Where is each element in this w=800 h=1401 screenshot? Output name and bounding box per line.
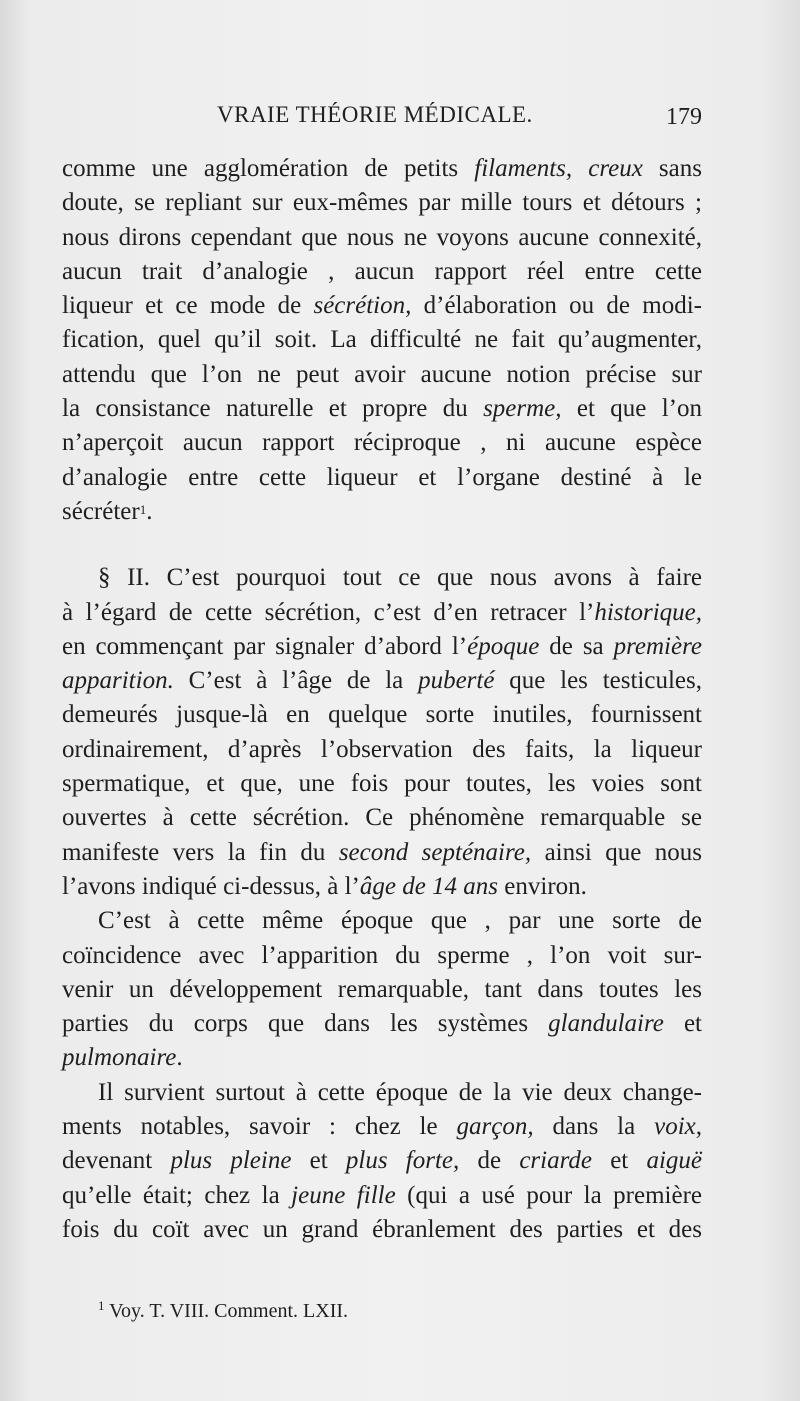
text-span: et [591, 1147, 647, 1175]
italic-span: puberté [418, 667, 495, 695]
text-span: liqueur et ce mode de [62, 292, 314, 320]
paragraph-3 [62, 904, 702, 1075]
text-line: n’aperçoit aucun rapport réciproque , ni aucune espèce [62, 429, 702, 457]
text-line: demeurés jusque-là en quelque sorte inutiles, fournissent [62, 701, 702, 729]
text-line: C’est à cette même époque que , par une sorte de [98, 907, 702, 935]
footnote-marker: 1 [139, 501, 147, 517]
italic-span: apparition. [62, 667, 174, 695]
italic-span: criarde [519, 1147, 592, 1175]
page-header [62, 102, 702, 138]
text-span: d’élaboration ou de modi- [411, 292, 702, 320]
footnote-number: 1 [98, 1298, 105, 1313]
text-line [62, 836, 702, 870]
italic-span: première [613, 632, 702, 660]
text-span: à l’égard de cette sécrétion, c’est d’en retracer l’ [62, 598, 595, 626]
text-line [62, 1179, 702, 1213]
text-span: C’est à l’âge de la [173, 667, 419, 695]
text-line: attendu que l’on ne peut avoir aucune notion précise sur [62, 360, 702, 388]
main-text [62, 152, 702, 1247]
text-span: en commençant par signaler d’abord l’ [62, 632, 468, 660]
text-line [62, 630, 702, 664]
italic-span: historique, [594, 598, 702, 626]
text-span: environ. [498, 872, 587, 900]
text-span: devenant [62, 1147, 171, 1175]
text-line [62, 152, 702, 186]
running-title: VRAIE THÉORIE MÉDICALE. [217, 102, 533, 127]
text-line: Il survient surtout à cette époque de la vie deux change- [98, 1078, 702, 1106]
text-span: manifeste vers la fin du [62, 838, 339, 866]
text-span: l’avons indiqué ci-dessus, à l’ [62, 872, 360, 900]
text-line: spermatique, et que, une fois pour toutes, les voies sont [62, 770, 702, 798]
text-line [62, 870, 702, 904]
italic-span: glandulaire [548, 1010, 664, 1038]
text-line: doute, se repliant sur eux-mêmes par mille tours et détours ; [62, 189, 702, 217]
text-span: et [291, 1147, 346, 1175]
italic-span: sperme, [483, 395, 562, 423]
italic-span: jeune fille [291, 1181, 396, 1209]
page-number: 179 [666, 104, 702, 130]
text-span: la consistance naturelle et propre du [62, 395, 484, 423]
italic-span: second septénaire, [338, 838, 532, 866]
text-span: sécréter [62, 497, 140, 525]
text-span: sans [642, 155, 702, 182]
text-span: et que l’on [561, 395, 702, 423]
text-line: fois du coït avec un grand ébranlement des parties et des [62, 1215, 702, 1243]
text-line [62, 596, 702, 630]
text-span: de sa [539, 632, 614, 660]
italic-span: voix, [654, 1113, 703, 1141]
text-line: ouvertes à cette sécrétion. Ce phénomène remarquable se [62, 804, 702, 832]
text-span: ainsi que nous [531, 838, 703, 866]
text-line: ordinairement, d’après l’observation des faits, la liqueur [62, 735, 702, 763]
italic-span: plus pleine [170, 1147, 292, 1175]
italic-span: âge de 14 ans [359, 872, 499, 900]
italic-span: plus forte, [345, 1147, 460, 1175]
text-span: dans la [533, 1113, 655, 1141]
paragraph-2 [62, 561, 702, 904]
italic-span: filaments, creux [474, 155, 643, 182]
text-span: qu’elle était; chez la [62, 1181, 292, 1209]
paragraph-gap [62, 529, 702, 561]
text-span: . [176, 1044, 183, 1072]
footnote-text: Voy. T. VIII. Comment. LXII. [109, 1300, 349, 1322]
text-line [62, 1110, 702, 1144]
text-span: . [146, 497, 153, 525]
text-line [62, 664, 702, 698]
text-span: (qui a usé pour la première [395, 1181, 703, 1209]
text-line [62, 392, 702, 426]
text-line [62, 1144, 702, 1178]
footnote [98, 1300, 348, 1323]
italic-span: époque [467, 632, 540, 660]
text-span: comme une agglomération de petits [62, 155, 475, 182]
text-line [62, 495, 702, 529]
text-span: et [663, 1010, 702, 1038]
paragraph-4 [62, 1076, 702, 1247]
italic-span: aiguë [646, 1147, 703, 1175]
text-span: de [459, 1147, 520, 1175]
text-line: § II. C’est pourquoi tout ce que nous avons à faire [98, 564, 702, 592]
text-span: ments notables, savoir : chez le [62, 1113, 457, 1141]
paragraph-1 [62, 152, 702, 529]
text-line [62, 1007, 702, 1041]
text-line: d’analogie entre cette liqueur et l’organe destiné à le [62, 463, 702, 491]
text-line: nous dirons cependant que nous ne voyons aucune connexité, [62, 223, 702, 251]
italic-span: garçon, [456, 1113, 534, 1141]
text-line [62, 1041, 702, 1075]
text-line: coïncidence avec l’apparition du sperme , l’on voit sur- [62, 941, 702, 969]
text-span: parties du corps que dans les systèmes [62, 1010, 549, 1038]
italic-span: pulmonaire [62, 1044, 177, 1072]
text-line [62, 289, 702, 323]
text-line: fication, quel qu’il soit. La difficulté ne fait qu’augmenter, [62, 326, 702, 354]
text-line: aucun trait d’analogie , aucun rapport réel entre cette [62, 257, 702, 285]
text-line: venir un développement remarquable, tant dans toutes les [62, 975, 702, 1003]
italic-span: sécrétion, [313, 292, 412, 320]
text-span: que les testicules, [494, 667, 702, 695]
